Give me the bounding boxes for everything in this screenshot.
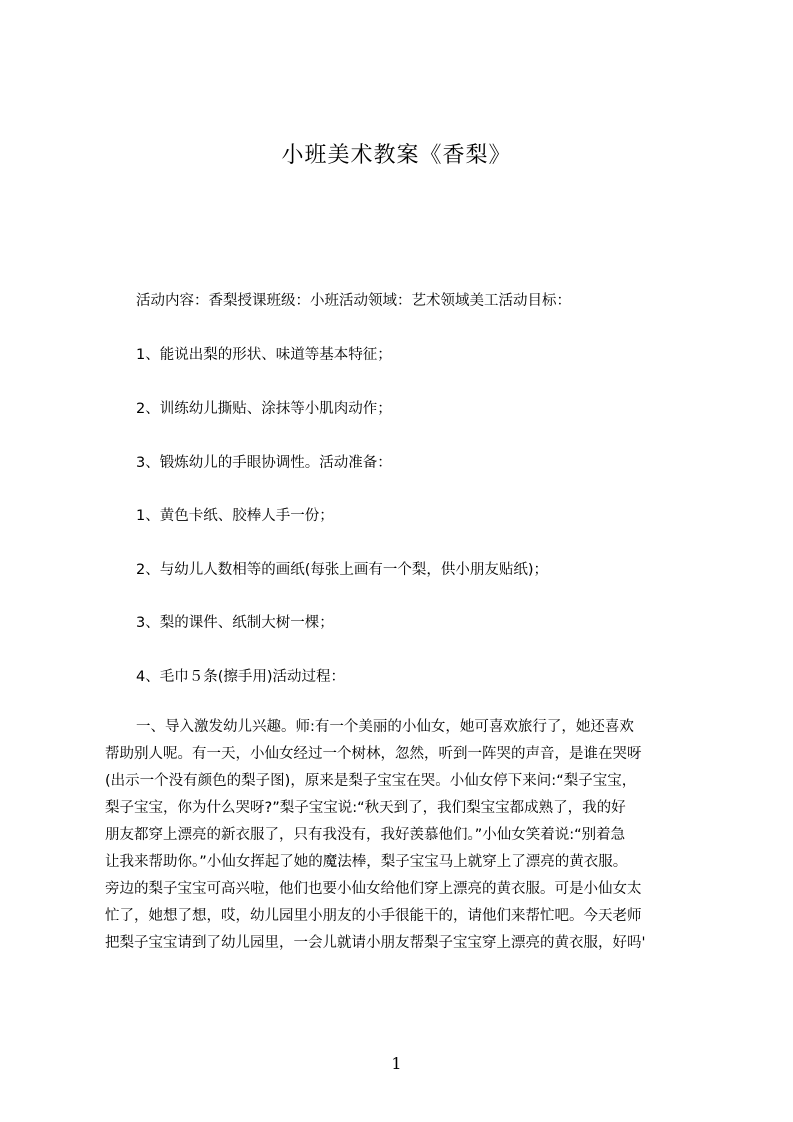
prep-item-2: 2、与幼儿人数相等的画纸(每张上画有一个梨，供小朋友贴纸)； [136,562,549,578]
paragraph-line: 帮助别人呢。有一天，小仙女经过一个树林，忽然，听到一阵哭的声音，是谁在哭呀 [105,746,642,762]
paragraph-line: (出示一个没有颜色的梨子图)，原来是梨子宝宝在哭。小仙女停下来问:“梨子宝宝， [105,773,637,789]
document-title: 小班美术教案《香梨》 [281,143,512,168]
paragraph-line: 一、导入激发幼儿兴趣。师:有一个美丽的小仙女，她可喜欢旅行了，她还喜欢 [136,719,634,735]
prep-item-3: 3、梨的课件、纸制大树一棵； [136,615,334,631]
goal-item-2: 2、训练幼儿撕贴、涂抹等小肌肉动作； [136,401,392,417]
goal-item-3: 3、锻炼幼儿的手眼协调性。活动准备： [136,455,392,471]
activity-info-line: 活动内容：香梨授课班级：小班活动领域：艺术领域美工活动目标： [136,293,571,309]
prep-item-4: 4、毛巾５条(擦手用)活动过程： [136,669,346,685]
page-number: 1 [391,1054,402,1073]
paragraph-line: 旁边的梨子宝宝可高兴啦，他们也要小仙女给他们穿上漂亮的黄衣服。可是小仙女太 [105,881,642,897]
goal-item-1: 1、能说出梨的形状、味道等基本特征； [136,347,392,363]
paragraph-line: 朋友都穿上漂亮的新衣服了，只有我没有，我好羡慕他们。”小仙女笑着说:“别着急 [105,827,626,843]
paragraph-line: 忙了，她想了想，哎，幼儿园里小朋友的小手很能干的，请他们来帮忙吧。今天老师 [105,908,642,924]
prep-item-1: 1、黄色卡纸、胶棒人手一份； [136,508,334,524]
paragraph-line: 让我来帮助你。”小仙女挥起了她的魔法棒，梨子宝宝马上就穿上了漂亮的黄衣服。 [105,854,628,870]
paragraph-line: 把梨子宝宝请到了幼儿园里，一会儿就请小朋友帮梨子宝宝穿上漂亮的黄衣服，好吗' [105,935,646,951]
process-paragraph [105,714,705,957]
paragraph-line: 梨子宝宝，你为什么哭呀?”梨子宝宝说:“秋天到了，我们梨宝宝都成熟了，我的好 [105,800,626,816]
